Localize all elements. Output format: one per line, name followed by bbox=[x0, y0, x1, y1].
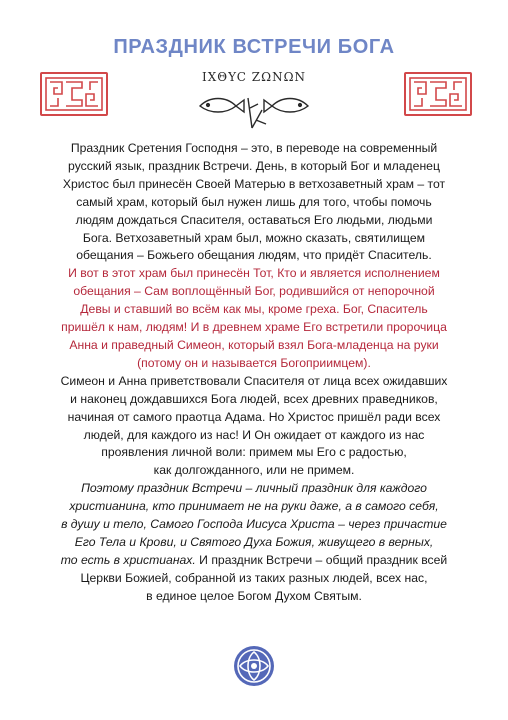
text-line: Симеон и Анна приветствовали Спасителя от лица всех ожидавших bbox=[60, 373, 448, 388]
text-line: как долгожданного, или не примем. bbox=[153, 463, 355, 478]
celtic-emblem-icon bbox=[232, 644, 276, 688]
text-line: проявления личной воли: примем мы Его с радостью, bbox=[101, 445, 407, 460]
italic-line: христианина, кто принимает не на руки даже, а в самого себя, bbox=[69, 499, 439, 514]
ornament-right-icon bbox=[404, 72, 472, 116]
highlight-line: (потому он и называется Богоприимцем). bbox=[137, 355, 371, 370]
page-title: ПРАЗДНИК ВСТРЕЧИ БОГА bbox=[113, 36, 395, 58]
text-line: русский язык, праздник Встречи. День, в который Бог и младенец bbox=[68, 158, 440, 173]
text-line: Христос был принесён Своей Матерью в ветхозаветный храм – тот bbox=[62, 176, 446, 191]
italic-line: Его Тела и Крови, и Святого Духа Божия, живущего в верных, bbox=[74, 534, 434, 549]
ixthys-fish-icon bbox=[186, 84, 322, 132]
highlight-line: пришёл к нам, людям! И в древнем храме Его встретили пророчица bbox=[61, 320, 447, 335]
highlight-line: И вот в этот храм был принесён Тот, Кто и является исполнением bbox=[68, 266, 440, 281]
ixthys-symbol bbox=[186, 70, 322, 132]
italic-line: Поэтому праздник Встречи – личный праздник для каждого bbox=[81, 481, 427, 496]
ornament-left-icon bbox=[40, 72, 108, 116]
italic-fragment: то есть в христианах. bbox=[60, 552, 196, 567]
text-line: Церкви Божией, собранной из таких разных людей, всех нас, bbox=[80, 570, 428, 585]
text-line: начиная от самого праотца Адама. Но Христос пришёл ради всех bbox=[67, 409, 441, 424]
text-line: в единое целое Богом Духом Святым. bbox=[146, 588, 362, 603]
text-line: Праздник Сретения Господня – это, в переводе на современный bbox=[70, 141, 438, 155]
text-line: людям дождаться Спасителя, оставаться Его людьми, людьми bbox=[75, 212, 433, 227]
ixthys-label: IXΘYC ZΩNΩN bbox=[201, 70, 307, 84]
text-line: Бога. Ветхозаветный храм был, можно сказать, святилищем bbox=[82, 230, 426, 245]
regular-fragment: И праздник Встречи – общий праздник всей bbox=[195, 552, 448, 567]
highlight-line: обещания – Сам воплощённый Бог, родившийся от непорочной bbox=[73, 284, 435, 299]
highlight-line: Анна и праведный Симеон, который взял Бога-младенца на руки bbox=[69, 337, 439, 352]
text-line: и наконец дождавшихся Бога людей, всех древних праведников, bbox=[70, 391, 438, 406]
italic-line: в душу и тело, Самого Господа Иисуса Христа – через причастие bbox=[61, 517, 447, 532]
highlight-line: Девы и ставший во всём как мы, кроме греха. Бог, Спаситель bbox=[80, 302, 428, 317]
text-line: людей, для каждого из нас! И Он ожидает от каждого из нас bbox=[83, 427, 425, 442]
body-text bbox=[30, 140, 478, 606]
text-line: самый храм, который был нужен лишь для того, чтобы помочь bbox=[76, 194, 432, 209]
mixed-line bbox=[30, 552, 478, 570]
text-line: обещания – Божьего обещания людям, что придёт Спаситель. bbox=[76, 248, 432, 263]
